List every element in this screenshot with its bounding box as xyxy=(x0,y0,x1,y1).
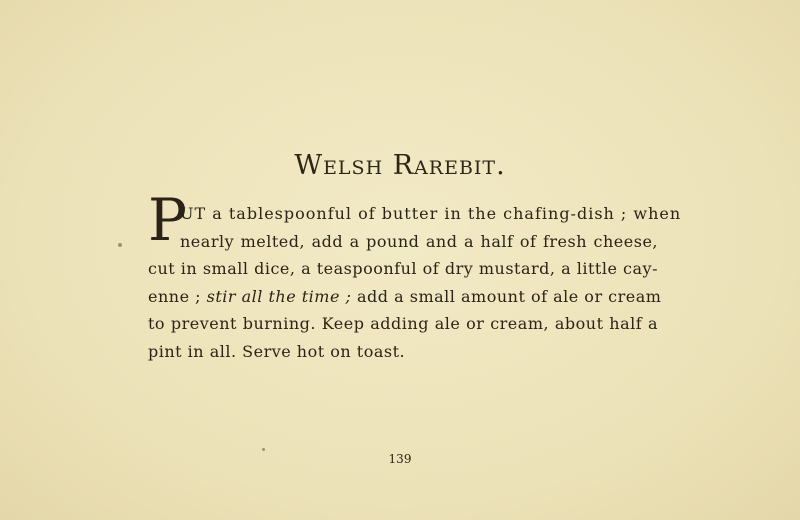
italic-instruction: stir all the time ; xyxy=(206,286,352,306)
drop-cap: P xyxy=(148,186,188,254)
paragraph-line-2: nearly melted, add a pound and a half of fresh cheese, xyxy=(180,231,658,251)
page-number: 139 xyxy=(388,452,412,466)
recipe-title: Welsh Rarebit. xyxy=(294,150,506,181)
first-line-text: UT a tablespoonful of butter in the chafing-dish ; when xyxy=(180,204,682,223)
paper-spot xyxy=(118,243,122,247)
paragraph-line-4 xyxy=(148,283,662,311)
paper-spot xyxy=(262,448,265,451)
paragraph-line-5: to prevent burning. Keep adding ale or cream, about half a xyxy=(148,314,658,333)
paragraph-line-6: pint in all. Serve hot on toast. xyxy=(148,341,406,361)
paragraph-line-1 xyxy=(148,200,682,228)
paragraph-line-3: cut in small dice, a teaspoonful of dry mustard, a little cay- xyxy=(148,259,658,278)
line-4-start: enne ; xyxy=(148,286,207,306)
recipe-paragraph xyxy=(148,200,682,365)
line-4-end: add a small amount of ale or cream xyxy=(351,286,662,306)
